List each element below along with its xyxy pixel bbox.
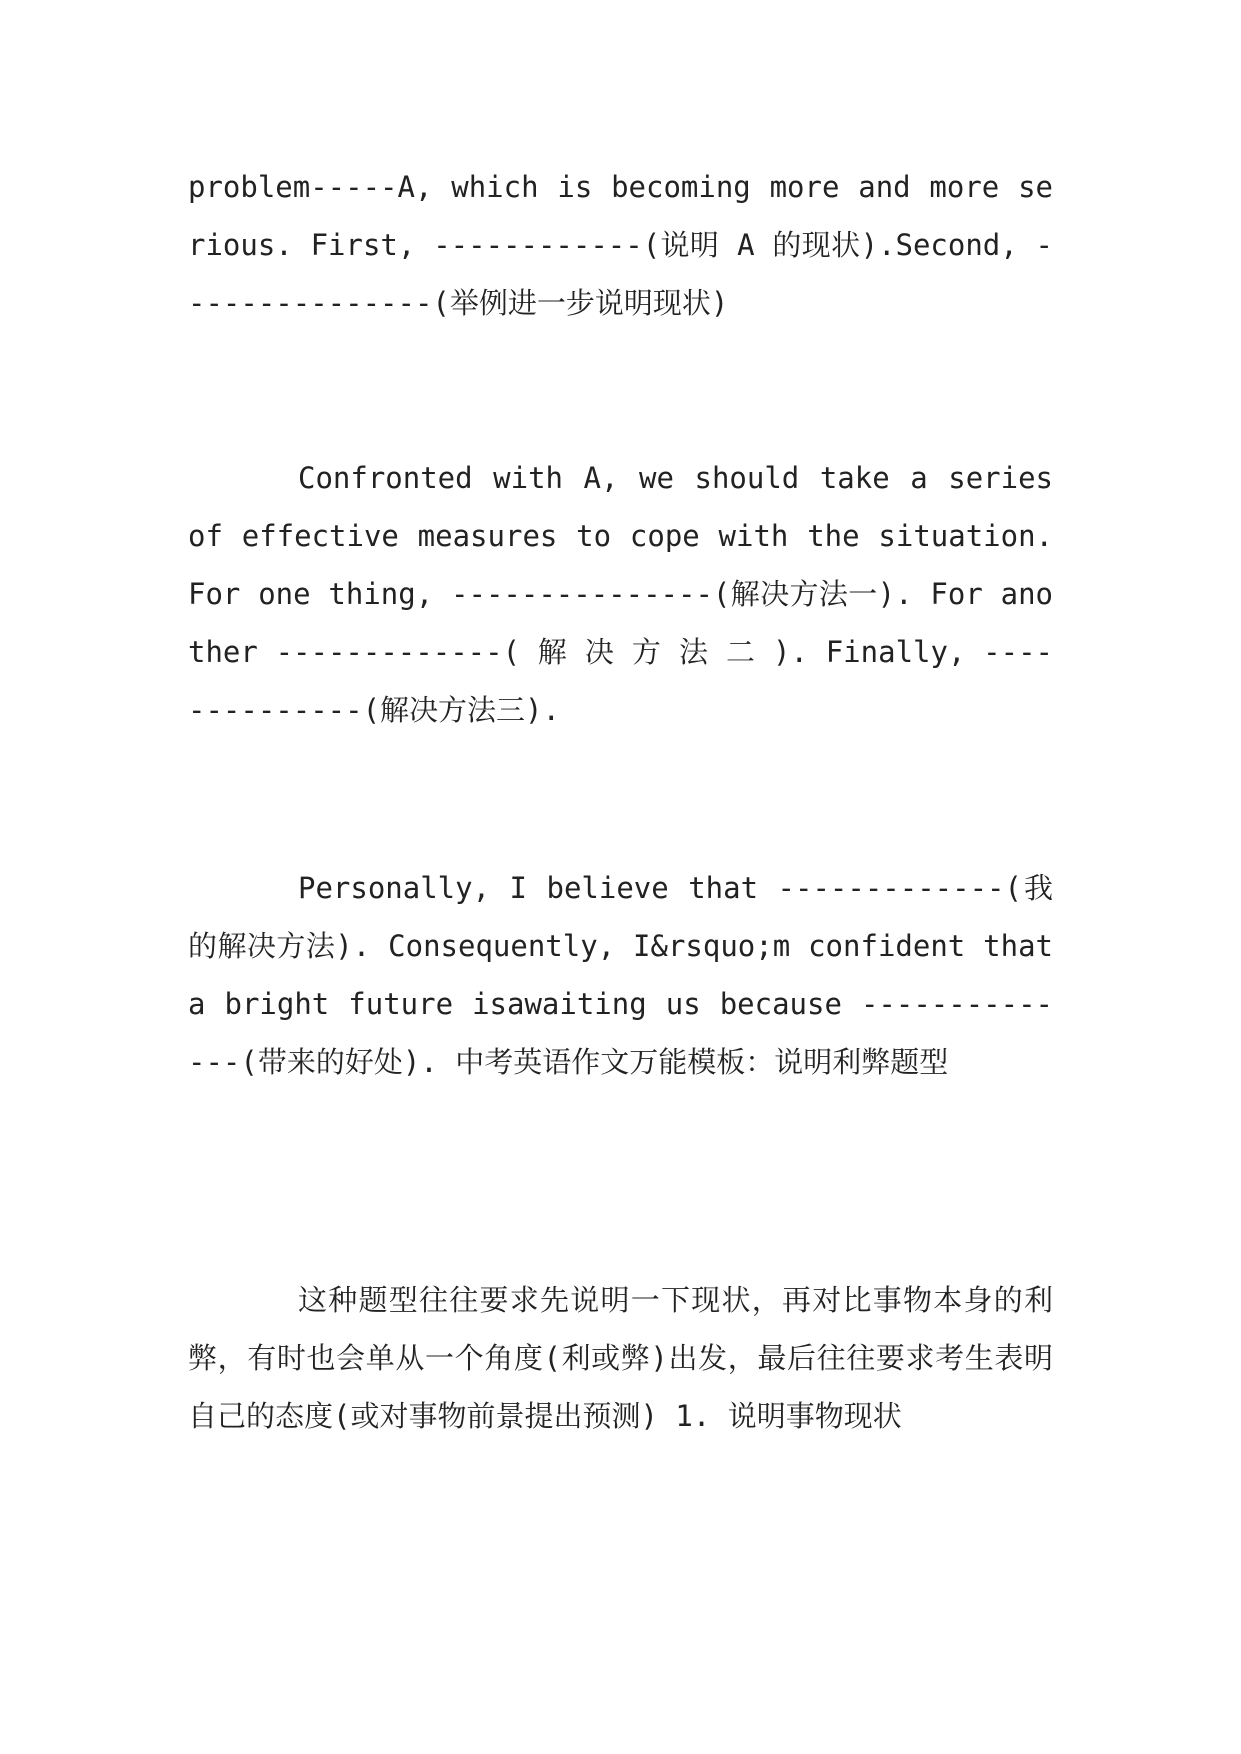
paragraph-problem-status: problem-----A, which is becoming more and more serious. First, ------------(说明 A 的现状).Second, ---------------(举例进一步说明现状) bbox=[188, 170, 1053, 320]
paragraph-pros-cons-intro: 这种题型往往要求先说明一下现状，再对比事物本身的利弊，有时也会单从一个角度(利或弊)出发，最后往往要求考生表明自己的态度(或对事物前景提出预测) 1. 说明事物现状 bbox=[188, 1283, 1053, 1433]
paragraph-personal-view: Personally, I believe that -------------(我的解决方法). Consequently, I&rsquo;m confident that a bright future isawaiting us because --------------(带来的好处). 中考英语作文万能模板：说明利弊题型 bbox=[188, 871, 1053, 1079]
paragraph-solutions: Confronted with A, we should take a series of effective measures to cope with the situation. For one thing, ---------------(解决方法一). For another -------------( 解 决 方 法 二 ). Finally, --------------(解决方法三). bbox=[188, 461, 1053, 727]
